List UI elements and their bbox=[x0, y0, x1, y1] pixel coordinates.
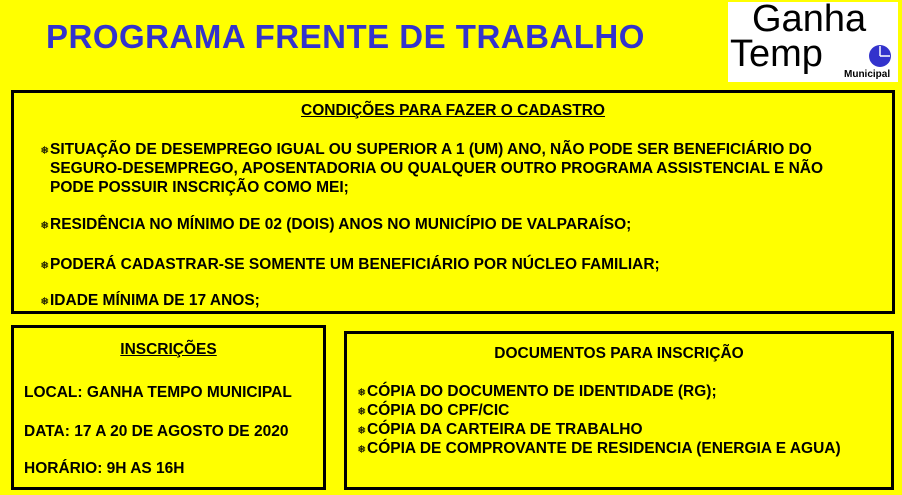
snowflake-bullet-icon: ❅ bbox=[40, 145, 50, 157]
registration-title: INSCRIÇÕES bbox=[120, 341, 217, 358]
snowflake-bullet-icon: ❅ bbox=[357, 406, 367, 418]
condition-item: ❅IDADE MÍNIMA DE 17 ANOS; bbox=[40, 291, 260, 312]
ganha-tempo-logo bbox=[728, 2, 898, 82]
logo-line-1: Ganha bbox=[752, 0, 867, 40]
condition-item: ❅RESIDÊNCIA NO MÍNIMO DE 02 (DOIS) ANOS NO MUNICÍPIO DE VALPARAÍSO; bbox=[40, 215, 631, 236]
snowflake-bullet-icon: ❅ bbox=[40, 296, 50, 308]
registration-date: DATA: 17 A 20 DE AGOSTO DE 2020 bbox=[24, 423, 289, 440]
logo-line-3: Municipal bbox=[844, 69, 891, 80]
documents-box bbox=[344, 331, 894, 490]
snowflake-bullet-icon: ❅ bbox=[357, 425, 367, 437]
page-title: PROGRAMA FRENTE DE TRABALHO bbox=[46, 18, 645, 55]
document-item: ❅CÓPIA DA CARTEIRA DE TRABALHO bbox=[357, 420, 643, 441]
documents-title: DOCUMENTOS PARA INSCRIÇÃO bbox=[494, 345, 744, 362]
registration-hours: HORÁRIO: 9H AS 16H bbox=[24, 460, 185, 477]
document-item: ❅CÓPIA DO DOCUMENTO DE IDENTIDADE (RG); bbox=[357, 382, 717, 403]
condition-item: ❅PODERÁ CADASTRAR-SE SOMENTE UM BENEFICIÁRIO POR NÚCLEO FAMILIAR; bbox=[40, 255, 660, 276]
logo-line-2: Temp bbox=[730, 33, 823, 75]
document-item: ❅CÓPIA DE COMPROVANTE DE RESIDENCIA (ENERGIA E AGUA) bbox=[357, 439, 841, 460]
snowflake-bullet-icon: ❅ bbox=[357, 444, 367, 456]
document-item: ❅CÓPIA DO CPF/CIC bbox=[357, 401, 509, 422]
registration-box bbox=[11, 325, 326, 490]
snowflake-bullet-icon: ❅ bbox=[40, 220, 50, 232]
registration-local: LOCAL: GANHA TEMPO MUNICIPAL bbox=[24, 384, 292, 401]
condition-item: ❅SITUAÇÃO DE DESEMPREGO IGUAL OU SUPERIOR A 1 (UM) ANO, NÃO PODE SER BENEFICIÁRIO DO SEGURO-DESEMPREGO, APOSENTADORIA OU QUALQUER OUTRO PROGRAMA ASSISTENCIAL E NÃO PODE POSSUIR INSCRIÇÃO COMO MEI; bbox=[40, 141, 824, 196]
snowflake-bullet-icon: ❅ bbox=[40, 260, 50, 272]
conditions-title: CONDIÇÕES PARA FAZER O CADASTRO bbox=[301, 102, 605, 119]
conditions-box bbox=[11, 90, 895, 314]
clock-icon bbox=[868, 44, 892, 68]
snowflake-bullet-icon: ❅ bbox=[357, 387, 367, 399]
